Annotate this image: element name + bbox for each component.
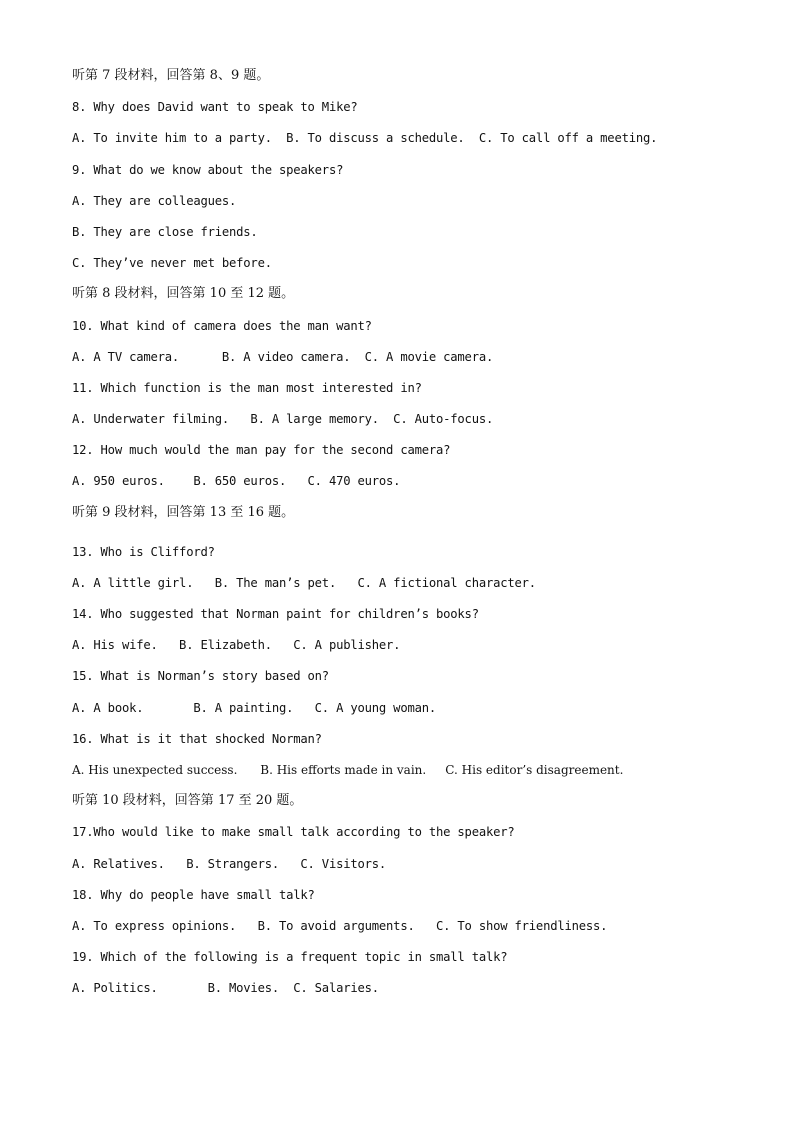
question-14-options: A. His wife. B. Elizabeth. C. A publisher. [72, 638, 401, 653]
question-10-options: A. A TV camera. B. A video camera. C. A movie camera. [72, 349, 494, 364]
section-heading-8: 听第 8 段材料，回答第 10 至 12 题。 [72, 286, 295, 302]
question-10: 10. What kind of camera does the man want? [72, 318, 372, 333]
question-15: 15. What is Norman’s story based on? [72, 669, 329, 684]
exam-page [72, 64, 772, 1007]
question-19: 19. Which of the following is a frequent topic in small talk? [72, 950, 508, 965]
question-16-options: A. His unexpected success. B. His efforts made in vain. C. His editor’s disagreement. [72, 762, 624, 777]
question-17-options: A. Relatives. B. Strangers. C. Visitors. [72, 856, 387, 871]
question-13: 13. Who is Clifford? [72, 544, 215, 559]
question-11-options: A. Underwater filming. B. A large memory. C. Auto-focus. [72, 412, 494, 427]
question-12-options: A. 950 euros. B. 650 euros. C. 470 euros. [72, 474, 401, 489]
question-9-option-a: A. They are colleagues. [72, 193, 237, 208]
section-heading-10: 听第 10 段材料，回答第 17 至 20 题。 [72, 793, 303, 809]
question-18-options: A. To express opinions. B. To avoid arguments. C. To show friendliness. [72, 918, 608, 933]
question-8: 8. Why does David want to speak to Mike? [72, 100, 358, 115]
section-heading-9: 听第 9 段材料，回答第 13 至 16 题。 [72, 504, 295, 520]
question-17: 17.Who would like to make small talk according to the speaker? [72, 825, 515, 840]
question-19-options: A. Politics. B. Movies. C. Salaries. [72, 981, 379, 996]
section-heading-7: 听第 7 段材料，回答第 8、9 题。 [72, 68, 270, 83]
question-9-option-b: B. They are close friends. [72, 224, 258, 239]
question-11: 11. Which function is the man most interested in? [72, 380, 422, 395]
question-14: 14. Who suggested that Norman paint for children’s books? [72, 607, 479, 621]
question-9-option-c: C. They’ve never met before. [72, 256, 272, 271]
question-13-options: A. A little girl. B. The man’s pet. C. A fictional character. [72, 575, 536, 590]
question-16: 16. What is it that shocked Norman? [72, 731, 322, 746]
question-18: 18. Why do people have small talk? [72, 887, 315, 902]
question-8-options: A. To invite him to a party. B. To discuss a schedule. C. To call off a meeting. [72, 131, 658, 146]
question-9: 9. What do we know about the speakers? [72, 162, 344, 177]
question-12: 12. How much would the man pay for the second camera? [72, 443, 451, 458]
question-15-options: A. A book. B. A painting. C. A young woman. [72, 700, 437, 715]
